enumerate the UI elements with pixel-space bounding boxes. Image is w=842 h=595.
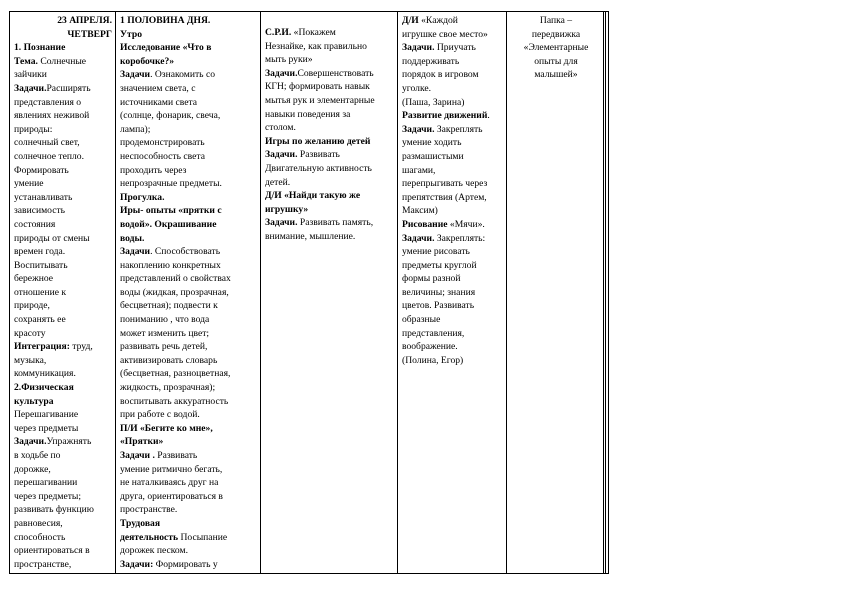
text-line: отношение к bbox=[14, 286, 67, 298]
text-line: не наталкиваясь друг на bbox=[120, 477, 219, 489]
text-line: при работе с водой. bbox=[120, 409, 200, 421]
text-line: (бесцветная, разноцветная, bbox=[120, 368, 231, 380]
text-line: развивать функцию bbox=[14, 504, 94, 516]
text-line bbox=[402, 41, 504, 55]
text-line: шагами, bbox=[402, 164, 436, 176]
text-run: Расширять bbox=[46, 82, 91, 94]
text-line: Незнайке, как правильно bbox=[265, 40, 367, 52]
text-run: Закреплять bbox=[434, 123, 483, 135]
text-run: . Способствовать bbox=[150, 246, 221, 258]
text-run: Задачи bbox=[120, 69, 151, 81]
text-line: состояния bbox=[14, 218, 56, 230]
text-line: представления, bbox=[402, 327, 465, 339]
text-line: умение ритмично бегать, bbox=[120, 463, 223, 475]
text-line bbox=[265, 216, 395, 230]
table-double-border bbox=[603, 12, 604, 573]
text-line: способность bbox=[14, 531, 66, 543]
text-line bbox=[402, 109, 504, 123]
text-line: игрушке свое место» bbox=[402, 28, 488, 40]
text-line: в ходьбе по bbox=[14, 450, 61, 461]
text-line: природе, bbox=[14, 300, 50, 312]
text-line: сохранять ее bbox=[14, 314, 66, 326]
text-line: через предметы; bbox=[14, 490, 82, 502]
text-line bbox=[14, 435, 112, 449]
text-line: ориентироваться в bbox=[14, 545, 90, 557]
text-line: жидкость, прозрачная); bbox=[120, 382, 216, 394]
text-line bbox=[120, 531, 258, 545]
plan-table bbox=[9, 11, 609, 574]
text-line bbox=[14, 340, 112, 354]
text-run: труд, bbox=[69, 341, 93, 353]
text-line: Игры по желанию детей bbox=[265, 135, 371, 147]
text-line: Прогулка. bbox=[120, 191, 165, 203]
text-run: Рисование bbox=[402, 218, 448, 230]
text-line: музыка, bbox=[14, 354, 47, 366]
text-line: равновесия, bbox=[14, 517, 63, 529]
column-parents-work bbox=[507, 12, 606, 573]
text-line: Утро bbox=[120, 28, 143, 40]
text-line bbox=[120, 68, 258, 82]
text-line bbox=[265, 67, 395, 81]
text-run: Развивать память, bbox=[297, 217, 374, 229]
text-line: дорожке, bbox=[14, 463, 51, 475]
text-line: (солнце, фонарик, свеча, bbox=[120, 110, 221, 122]
text-line: проходить через bbox=[120, 164, 187, 176]
text-line bbox=[14, 82, 112, 96]
text-run: Упражнять bbox=[46, 436, 92, 448]
text-line: времен года. bbox=[14, 246, 66, 258]
text-run: Приучать bbox=[434, 42, 476, 54]
text-run: Задачи. bbox=[14, 82, 47, 94]
text-line: цветов. Развивать bbox=[402, 300, 475, 312]
text-line: (Полина, Егор) bbox=[402, 354, 464, 366]
text-line: мытья рук и элементарные bbox=[265, 94, 375, 106]
text-line: опыты для bbox=[534, 55, 578, 67]
text-run: «Мячи». bbox=[447, 218, 485, 230]
text-line: может изменить цвет; bbox=[120, 327, 210, 339]
text-line: величины; знания bbox=[402, 286, 476, 298]
text-line: уголке. bbox=[402, 82, 432, 94]
text-line bbox=[265, 148, 395, 162]
text-line bbox=[120, 449, 258, 463]
text-run: Совершенствовать bbox=[297, 67, 374, 79]
text-line: 23 АПРЕЛЯ. bbox=[57, 15, 112, 26]
text-line: перепрыгивать через bbox=[402, 178, 488, 190]
text-line: непрозрачные предметы. bbox=[120, 178, 222, 190]
text-line bbox=[14, 55, 112, 69]
text-line: значением света, с bbox=[120, 82, 196, 94]
text-run: Задачи: bbox=[120, 558, 154, 570]
text-line: продемонстрировать bbox=[120, 137, 205, 149]
text-line: порядок в игровом bbox=[402, 69, 479, 81]
text-line: представлений о свойствах bbox=[120, 273, 231, 285]
text-run: Задачи. bbox=[265, 217, 298, 229]
text-run: Развивать bbox=[154, 450, 198, 461]
text-run: Задачи. bbox=[402, 42, 435, 54]
text-line: игрушку» bbox=[265, 203, 309, 215]
text-run: Задачи . bbox=[120, 450, 155, 461]
text-line: препятствия (Артем, bbox=[402, 191, 487, 203]
text-line bbox=[265, 26, 395, 40]
text-line: пространстве, bbox=[14, 558, 72, 570]
text-line: Исследование «Что в bbox=[120, 42, 212, 54]
text-line: природы от смены bbox=[14, 232, 90, 244]
text-line: Иры- опыты «прятки с bbox=[120, 205, 222, 217]
text-line: явлениях неживой bbox=[14, 110, 90, 122]
text-line: бережное bbox=[14, 273, 54, 285]
text-line: внимание, мышление. bbox=[265, 230, 356, 242]
text-line: Трудовая bbox=[120, 517, 161, 529]
text-line: коммуникация. bbox=[14, 368, 76, 380]
text-line: бесцветная); подвести к bbox=[120, 300, 218, 312]
text-line: ЧЕТВЕРГ bbox=[67, 28, 112, 40]
text-run: Тема. bbox=[14, 55, 38, 67]
text-line: малышей» bbox=[534, 69, 578, 81]
text-run: деятельность bbox=[120, 531, 179, 543]
text-line: красоту bbox=[14, 327, 46, 339]
text-run: . bbox=[487, 110, 490, 122]
text-line: формы разной bbox=[402, 273, 461, 285]
text-line: столом. bbox=[265, 122, 296, 134]
text-line: устанавливать bbox=[14, 191, 73, 203]
text-run: Посыпание bbox=[178, 531, 228, 543]
text-line: предметы круглой bbox=[402, 259, 477, 271]
text-line: коробочке?» bbox=[120, 55, 175, 67]
text-line: воображение. bbox=[402, 341, 458, 353]
text-line: КГН; формировать навык bbox=[265, 81, 370, 93]
text-line: «Элементарные bbox=[523, 42, 589, 54]
text-line: Воспитывать bbox=[14, 259, 68, 271]
text-line: зайчики bbox=[14, 69, 47, 81]
text-line: водой». Окрашивание bbox=[120, 218, 217, 230]
text-line: «Прятки» bbox=[120, 436, 164, 448]
text-line: (Паша, Зарина) bbox=[402, 96, 465, 108]
text-line bbox=[402, 14, 504, 28]
text-line bbox=[120, 558, 258, 572]
text-line: накоплению конкретных bbox=[120, 259, 221, 271]
text-line: навыки поведения за bbox=[265, 108, 351, 120]
text-line bbox=[402, 123, 504, 137]
text-line: природы: bbox=[14, 123, 53, 135]
text-line bbox=[402, 218, 504, 232]
text-line: друга, ориентироваться в bbox=[120, 490, 223, 502]
text-line: развивать речь детей, bbox=[120, 341, 208, 353]
text-line: представления о bbox=[14, 96, 82, 108]
text-line: мыть руки» bbox=[265, 54, 313, 66]
text-line: 1 ПОЛОВИНА ДНЯ. bbox=[120, 15, 211, 26]
column-date-topics bbox=[10, 12, 116, 573]
text-run: «Покажем bbox=[291, 27, 336, 38]
text-line: Формировать bbox=[14, 164, 69, 176]
text-run: Задачи bbox=[120, 246, 151, 258]
text-line: пониманию , что вода bbox=[120, 314, 210, 326]
text-line: солнечный свет, bbox=[14, 137, 80, 149]
text-run: Развитие движений bbox=[402, 110, 488, 122]
text-line: П/И «Бегите ко мне», bbox=[120, 422, 213, 434]
text-line: солнечное тепло. bbox=[14, 150, 84, 162]
text-line: источниками света bbox=[120, 96, 198, 108]
text-run: Интеграция: bbox=[14, 341, 70, 353]
text-run: Солнечные bbox=[37, 55, 87, 67]
text-line: 2.Физическая bbox=[14, 382, 74, 394]
text-line: лампа); bbox=[120, 123, 151, 135]
text-line: активизировать словарь bbox=[120, 354, 218, 366]
text-line: неспособность света bbox=[120, 150, 205, 162]
text-line: культура bbox=[14, 395, 54, 407]
text-run: Формировать у bbox=[153, 558, 218, 570]
text-line: умение рисовать bbox=[402, 246, 470, 258]
text-run: Задачи. bbox=[265, 149, 298, 161]
text-line: умение bbox=[14, 178, 44, 190]
text-line: Папка – bbox=[539, 15, 573, 26]
text-line: пространстве. bbox=[120, 504, 178, 516]
text-line: воды. bbox=[120, 232, 145, 244]
text-line: дорожек песком. bbox=[120, 545, 188, 557]
text-line bbox=[402, 232, 504, 246]
text-line: перешагивании bbox=[14, 477, 78, 489]
text-line: воспитывать аккуратность bbox=[120, 395, 229, 407]
text-line: Перешагивание bbox=[14, 409, 79, 421]
text-run: Задачи. bbox=[265, 67, 298, 79]
text-run: Закреплять: bbox=[434, 232, 486, 244]
column-first-half-day bbox=[116, 12, 261, 573]
text-line: воды (жидкая, прозрачная, bbox=[120, 286, 229, 298]
column-joint-activities bbox=[261, 12, 398, 573]
text-run: Задачи. bbox=[14, 436, 47, 448]
text-run: Развивать bbox=[297, 149, 340, 161]
text-line: детей. bbox=[265, 176, 291, 188]
column-individual-work bbox=[398, 12, 507, 573]
text-run: Задачи. bbox=[402, 232, 435, 244]
text-line: Двигательную активность bbox=[265, 162, 372, 174]
text-line bbox=[120, 245, 258, 259]
text-run: Д/И bbox=[402, 15, 419, 26]
text-line: образные bbox=[402, 314, 441, 326]
text-run: «Каждой bbox=[418, 15, 458, 26]
text-run: Задачи. bbox=[402, 123, 435, 135]
text-line: 1. Познание bbox=[14, 42, 66, 54]
text-line: умение ходить bbox=[402, 137, 462, 149]
text-line: поддерживать bbox=[402, 55, 460, 67]
text-line: передвижка bbox=[531, 28, 581, 40]
text-line: Максим) bbox=[402, 205, 438, 217]
text-run: С.Р.И. bbox=[265, 27, 292, 38]
text-line: размашистыми bbox=[402, 150, 464, 162]
text-line: зависимость bbox=[14, 205, 66, 217]
text-line: через предметы bbox=[14, 422, 79, 434]
text-line: Д/И «Найди такую же bbox=[265, 190, 361, 202]
text-run: . Ознакомить со bbox=[150, 69, 215, 81]
